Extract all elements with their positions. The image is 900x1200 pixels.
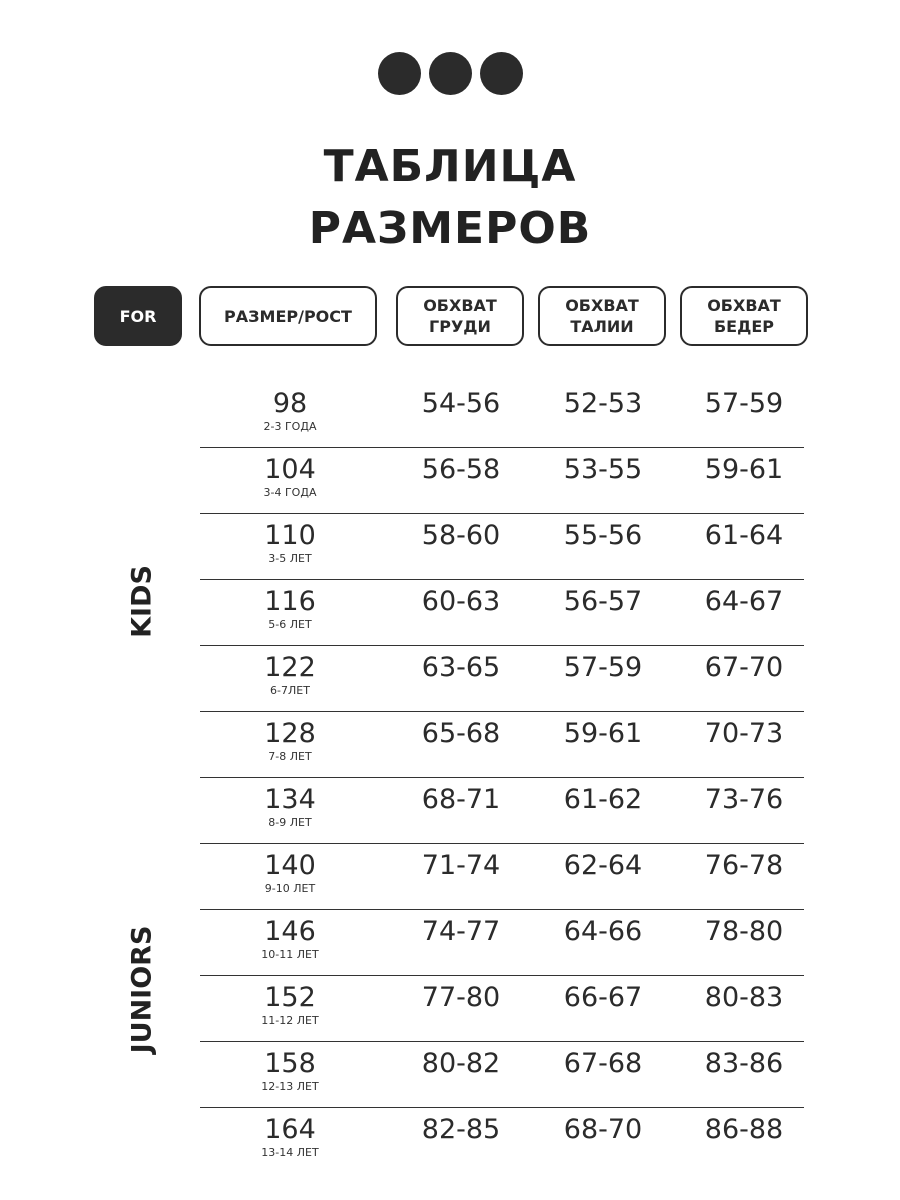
title-line-1: ТАБЛИЦА xyxy=(323,141,577,192)
waist-value: 52-53 xyxy=(563,388,643,419)
age-value: 9-10 ЛЕТ xyxy=(264,882,316,895)
hips-value: 61-64 xyxy=(704,520,784,551)
header-chest-label: ОБХВАТ ГРУДИ xyxy=(423,296,497,336)
age-value: 13-14 ЛЕТ xyxy=(261,1146,319,1159)
chest-value: 54-56 xyxy=(421,388,501,419)
size-value: 164 xyxy=(264,1114,316,1145)
table-row xyxy=(200,910,804,976)
size-cell xyxy=(200,1048,380,1094)
decorative-dots xyxy=(378,52,523,95)
dot-icon xyxy=(378,52,421,95)
table-row xyxy=(200,778,804,844)
hips-value: 64-67 xyxy=(704,586,784,617)
header-size-label: РАЗМЕР/РОСТ xyxy=(224,306,352,326)
age-value: 3-5 ЛЕТ xyxy=(268,552,312,565)
size-value: 122 xyxy=(264,652,316,683)
size-cell xyxy=(200,652,380,698)
chest-value: 71-74 xyxy=(421,850,501,881)
hips-value: 76-78 xyxy=(704,850,784,881)
age-value: 7-8 ЛЕТ xyxy=(268,750,312,763)
chest-value: 74-77 xyxy=(421,916,501,947)
size-value: 128 xyxy=(264,718,316,749)
size-value: 134 xyxy=(264,784,316,815)
size-value: 104 xyxy=(264,454,316,485)
waist-value: 57-59 xyxy=(563,652,643,683)
age-value: 5-6 ЛЕТ xyxy=(268,618,312,631)
size-value: 98 xyxy=(272,388,308,419)
header-chest xyxy=(396,286,524,346)
header-waist xyxy=(538,286,666,346)
table-row xyxy=(200,1042,804,1108)
size-cell xyxy=(200,982,380,1028)
size-cell xyxy=(200,718,380,764)
hips-value: 86-88 xyxy=(704,1114,784,1145)
size-value: 152 xyxy=(264,982,316,1013)
age-value: 6-7ЛЕТ xyxy=(270,684,310,697)
size-cell xyxy=(200,1114,380,1160)
size-cell xyxy=(200,586,380,632)
waist-value: 53-55 xyxy=(563,454,643,485)
size-cell xyxy=(200,520,380,566)
hips-value: 80-83 xyxy=(704,982,784,1013)
size-value: 116 xyxy=(264,586,316,617)
waist-value: 66-67 xyxy=(563,982,643,1013)
chest-value: 68-71 xyxy=(421,784,501,815)
hips-value: 73-76 xyxy=(704,784,784,815)
chest-value: 77-80 xyxy=(421,982,501,1013)
waist-value: 67-68 xyxy=(563,1048,643,1079)
group-label-juniors: JUNIORS xyxy=(126,925,158,1054)
hips-value: 67-70 xyxy=(704,652,784,683)
chest-value: 82-85 xyxy=(421,1114,501,1145)
waist-value: 55-56 xyxy=(563,520,643,551)
table-row xyxy=(200,1108,804,1174)
chest-value: 56-58 xyxy=(421,454,501,485)
chest-value: 60-63 xyxy=(421,586,501,617)
dot-icon xyxy=(429,52,472,95)
chest-value: 80-82 xyxy=(421,1048,501,1079)
header-hips-label: ОБХВАТ БЕДЕР xyxy=(707,296,781,336)
dot-icon xyxy=(480,52,523,95)
size-cell xyxy=(200,916,380,962)
size-cell xyxy=(200,388,380,434)
header-waist-label: ОБХВАТ ТАЛИИ xyxy=(565,296,639,336)
table-row xyxy=(200,448,804,514)
table-row xyxy=(200,580,804,646)
table-row xyxy=(200,712,804,778)
header-for xyxy=(94,286,182,346)
age-value: 2-3 ГОДА xyxy=(263,420,317,433)
age-value: 8-9 ЛЕТ xyxy=(268,816,312,829)
waist-value: 68-70 xyxy=(563,1114,643,1145)
header-size xyxy=(199,286,377,346)
waist-value: 62-64 xyxy=(563,850,643,881)
hips-value: 83-86 xyxy=(704,1048,784,1079)
age-value: 11-12 ЛЕТ xyxy=(261,1014,319,1027)
waist-value: 64-66 xyxy=(563,916,643,947)
chest-value: 65-68 xyxy=(421,718,501,749)
table-row xyxy=(200,382,804,448)
chest-value: 58-60 xyxy=(421,520,501,551)
size-table xyxy=(200,382,804,1174)
table-row xyxy=(200,514,804,580)
chest-value: 63-65 xyxy=(421,652,501,683)
size-cell xyxy=(200,850,380,896)
size-value: 158 xyxy=(264,1048,316,1079)
group-label-kids: KIDS xyxy=(126,565,158,638)
size-value: 146 xyxy=(264,916,316,947)
header-for-label: FOR xyxy=(119,306,157,326)
age-value: 10-11 ЛЕТ xyxy=(261,948,319,961)
waist-value: 56-57 xyxy=(563,586,643,617)
size-value: 140 xyxy=(264,850,316,881)
page-title xyxy=(0,136,900,260)
size-value: 110 xyxy=(264,520,316,551)
age-value: 3-4 ГОДА xyxy=(263,486,317,499)
table-row xyxy=(200,976,804,1042)
title-line-2: РАЗМЕРОВ xyxy=(308,203,592,254)
hips-value: 70-73 xyxy=(704,718,784,749)
hips-value: 59-61 xyxy=(704,454,784,485)
table-row xyxy=(200,646,804,712)
age-value: 12-13 ЛЕТ xyxy=(261,1080,319,1093)
hips-value: 57-59 xyxy=(704,388,784,419)
table-row xyxy=(200,844,804,910)
header-hips xyxy=(680,286,808,346)
size-cell xyxy=(200,784,380,830)
waist-value: 61-62 xyxy=(563,784,643,815)
waist-value: 59-61 xyxy=(563,718,643,749)
hips-value: 78-80 xyxy=(704,916,784,947)
size-cell xyxy=(200,454,380,500)
